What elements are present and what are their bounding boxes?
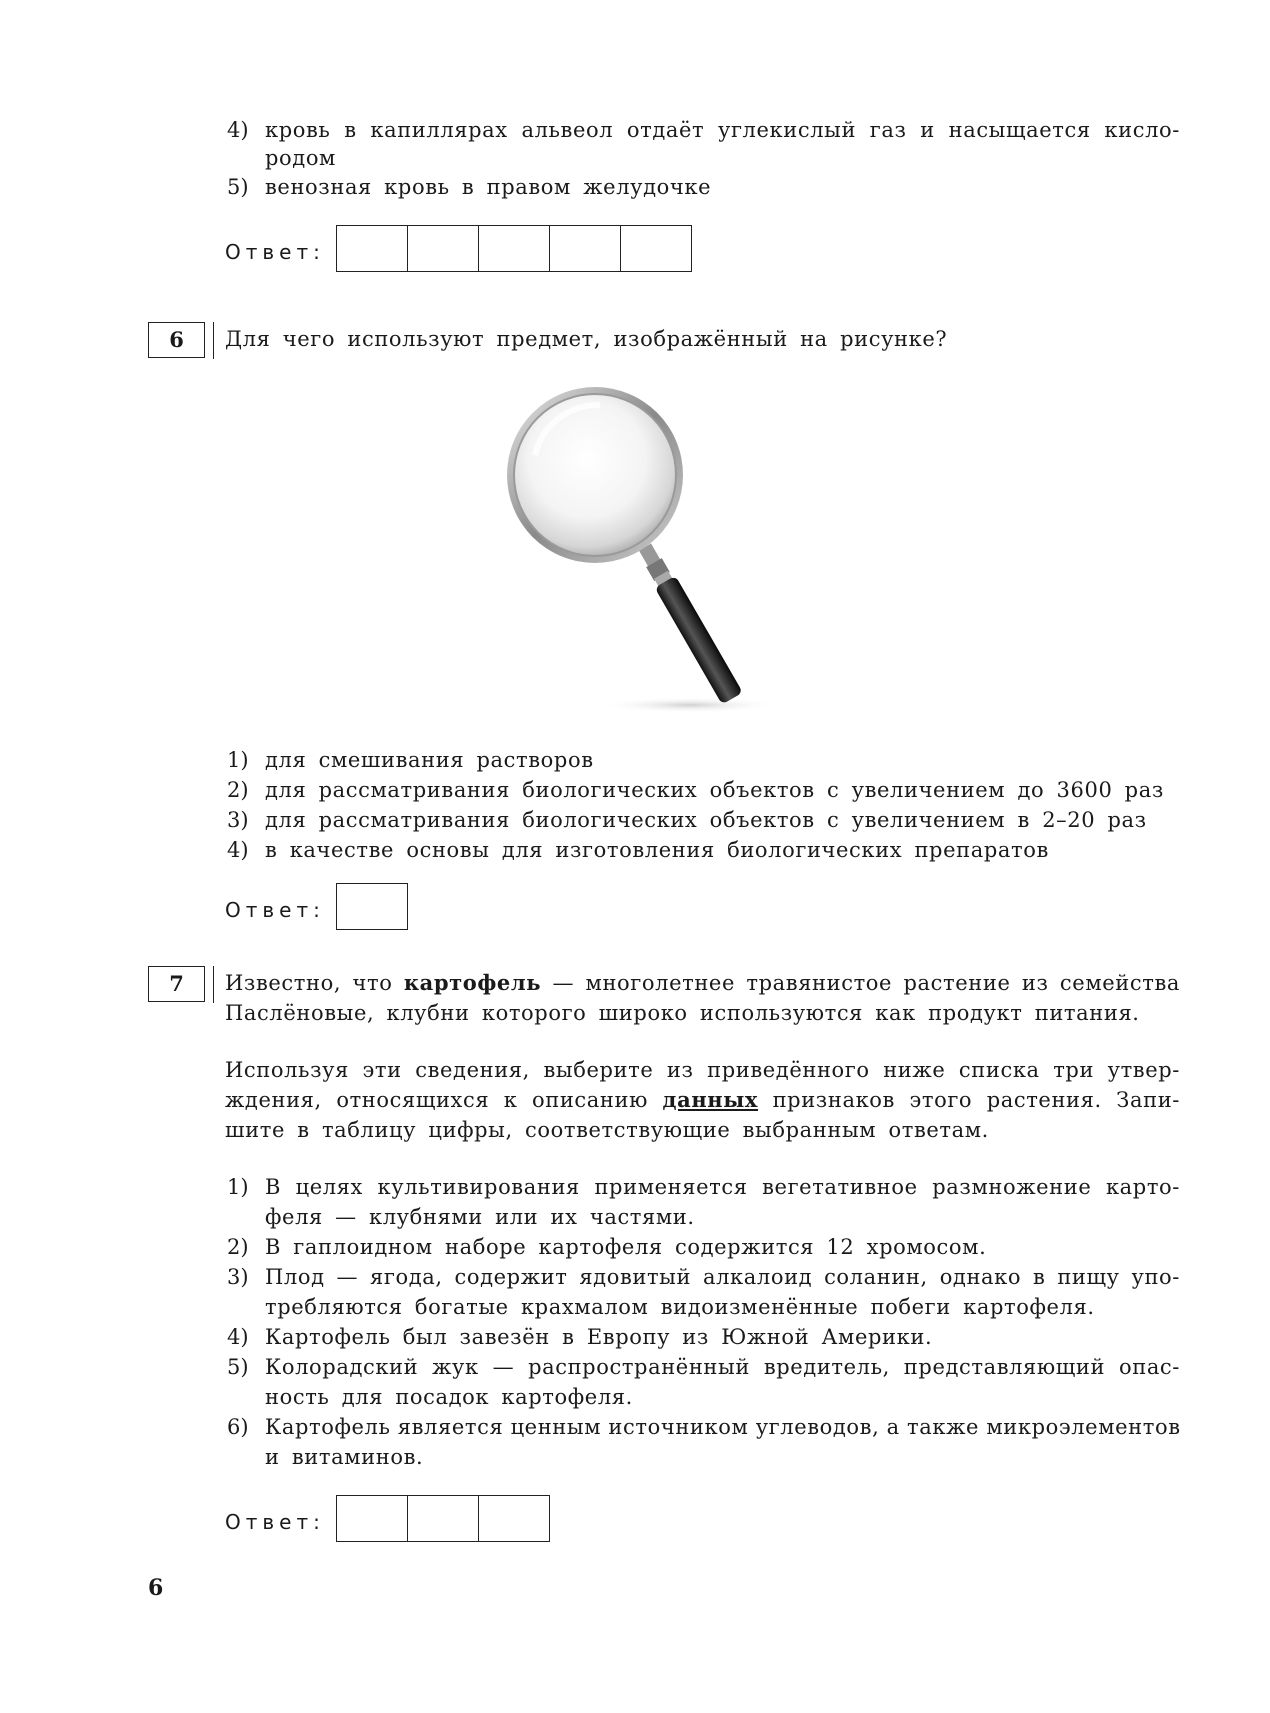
option-number: 6) xyxy=(227,1415,249,1439)
option-text-cont: ность для посадок картофеля. xyxy=(265,1385,633,1409)
question-number-6: 6 xyxy=(148,322,205,358)
option-text-cont: феля — клубнями или их частями. xyxy=(265,1205,695,1229)
option-number: 1) xyxy=(227,1175,249,1199)
answer-cell[interactable] xyxy=(337,1496,408,1541)
question-6-text: Для чего используют предмет, изображённый на рисунке? xyxy=(225,327,948,351)
page-number: 6 xyxy=(148,1575,164,1601)
option-number: 2) xyxy=(227,778,249,802)
answer-grid[interactable] xyxy=(336,1495,550,1542)
option-number: 5) xyxy=(227,175,249,199)
option-text-cont: требляются богатые крахмалом видоизменённые побеги картофеля. xyxy=(265,1295,1095,1319)
plant-name: картофель xyxy=(403,970,542,995)
option-number: 5) xyxy=(227,1355,249,1379)
option-number: 3) xyxy=(227,808,249,832)
question-7-intro xyxy=(225,968,1180,998)
task-text: Используя эти сведения, выберите из приведённого ниже списка три утвер- xyxy=(225,1058,1180,1082)
option-number: 2) xyxy=(227,1235,249,1259)
option-text: Плод — ягода, содержит ядовитый алкалоид соланин, однако в пищу упо- xyxy=(265,1265,1180,1289)
question-7-intro-cont: Паслёновые, клубни которого широко используются как продукт питания. xyxy=(225,1001,1140,1025)
option-number: 4) xyxy=(227,118,249,142)
answer-cell[interactable] xyxy=(337,226,408,271)
answer-cell[interactable] xyxy=(408,226,479,271)
task-text-part: признаков этого растения. Запи- xyxy=(758,1088,1180,1112)
answer-cell[interactable] xyxy=(479,1496,549,1541)
magnifying-glass-image xyxy=(490,375,780,715)
answer-label: Ответ: xyxy=(225,240,325,264)
option-text: В гаплоидном наборе картофеля содержится 12 хромосом. xyxy=(265,1235,987,1259)
task-text xyxy=(225,1085,1180,1115)
option-text: в качестве основы для изготовления биологических препаратов xyxy=(265,838,1049,862)
answer-grid[interactable] xyxy=(336,225,692,272)
option-text: для смешивания растворов xyxy=(265,748,594,772)
option-number: 4) xyxy=(227,838,249,862)
option-number: 3) xyxy=(227,1265,249,1289)
answer-cell[interactable] xyxy=(550,226,621,271)
answer-label: Ответ: xyxy=(225,1510,325,1534)
answer-cell[interactable] xyxy=(621,226,691,271)
option-number: 4) xyxy=(227,1325,249,1349)
option-text: Картофель является ценным источником углеводов, а также микроэлементов xyxy=(265,1415,1181,1439)
answer-label: Ответ: xyxy=(225,898,325,922)
answer-cell[interactable] xyxy=(408,1496,479,1541)
option-text: В целях культивирования применяется вегетативное размножение карто- xyxy=(265,1175,1180,1199)
option-text: венозная кровь в правом желудочке xyxy=(265,175,712,199)
answer-cell[interactable] xyxy=(479,226,550,271)
option-text: для рассматривания биологических объектов с увеличением в 2–20 раз xyxy=(265,808,1147,832)
option-text: Колорадский жук — распространённый вредитель, представляющий опас- xyxy=(265,1355,1180,1379)
answer-grid[interactable] xyxy=(336,883,408,930)
option-number: 1) xyxy=(227,748,249,772)
task-text: шите в таблицу цифры, соответствующие выбранным ответам. xyxy=(225,1118,989,1142)
option-text: кровь в капиллярах альвеол отдаёт углекислый газ и насыщается кисло- xyxy=(265,118,1180,142)
task-text-part: ждения, относящихся к описанию xyxy=(225,1088,663,1112)
task-emphasis: данных xyxy=(662,1087,759,1112)
option-text: для рассматривания биологических объектов с увеличением до 3600 раз xyxy=(265,778,1164,802)
option-text-cont: родом xyxy=(265,146,336,170)
answer-cell[interactable] xyxy=(337,884,407,929)
intro-text: — многолетнее травянистое растение из семейства xyxy=(541,971,1180,995)
option-text: Картофель был завезён в Европу из Южной Америки. xyxy=(265,1325,933,1349)
option-text-cont: и витаминов. xyxy=(265,1445,424,1469)
question-number-7: 7 xyxy=(148,966,205,1002)
intro-text: Известно, что xyxy=(225,971,404,995)
